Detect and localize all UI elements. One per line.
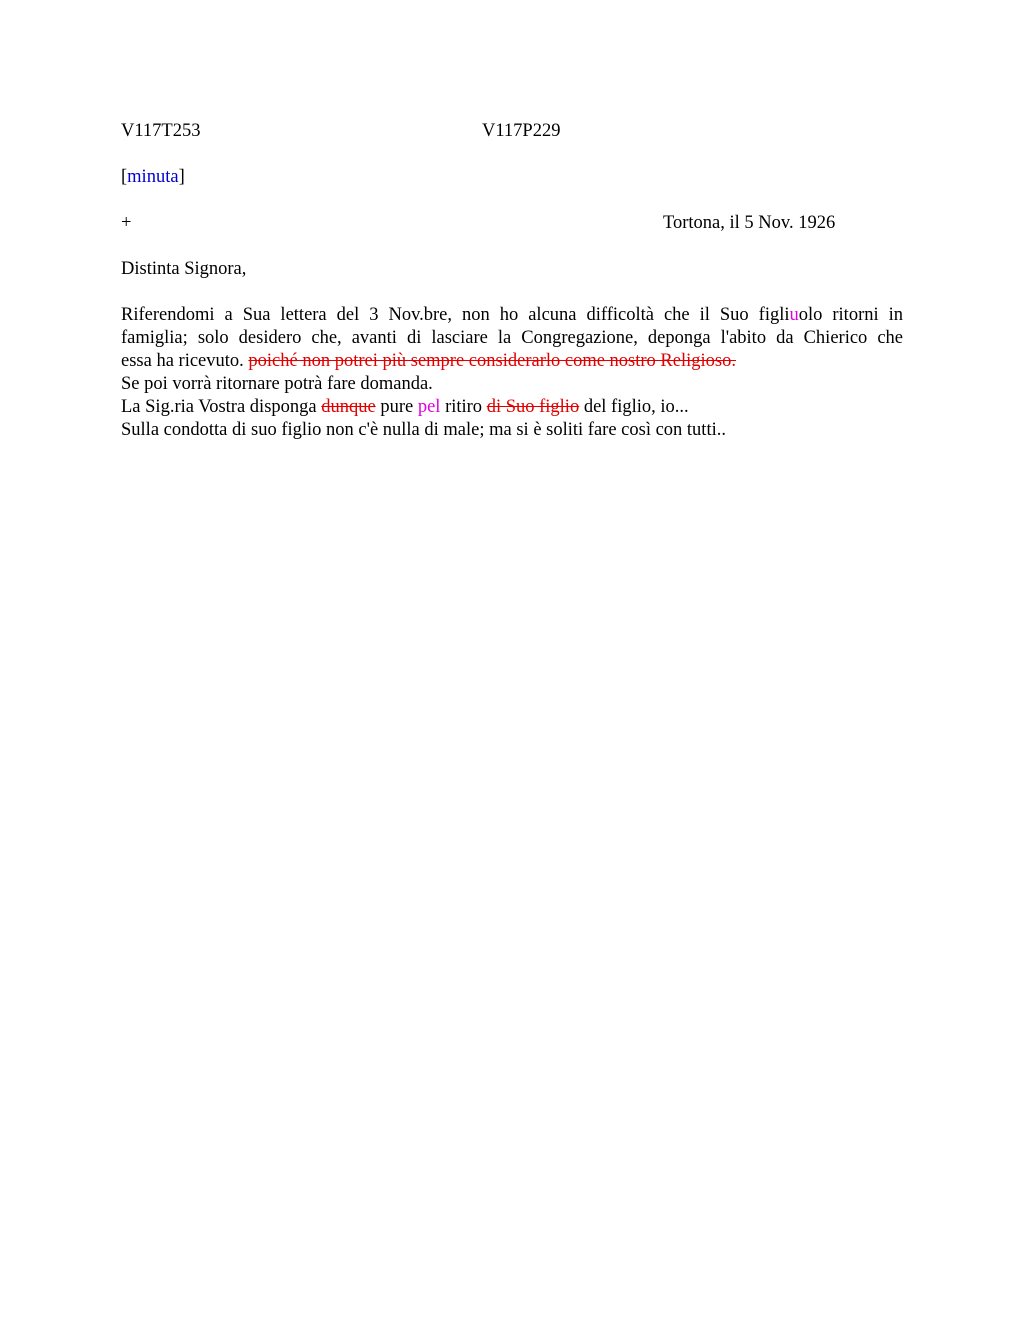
body-line-3 (121, 350, 903, 373)
archive-codes (121, 120, 903, 143)
deletion: dunque (321, 397, 376, 417)
body-line-6: Sulla condotta di suo figlio non c'è nulla di male; ma si è soliti fare così con tutti.. (121, 420, 726, 440)
text-segment: pure (380, 397, 414, 417)
body-line-4: Se poi vorrà ritornare potrà fare domanda. (121, 374, 433, 394)
text-segment: ritiro (445, 397, 483, 417)
insertion: pel (417, 397, 441, 417)
place-date: Tortona, il 5 Nov. 1926 (663, 213, 836, 233)
text-segment: del figlio, io... (583, 397, 689, 417)
code-right: V117P229 (482, 121, 561, 141)
cross-mark: + (121, 213, 132, 233)
text-segment: olo ritorni in (798, 305, 904, 325)
insertion: u (789, 305, 799, 325)
text-segment: essa ha ricevuto. (121, 351, 244, 371)
draft-note (121, 166, 185, 189)
text-segment: La Sig.ria Vostra disponga (121, 397, 317, 417)
bracket-close: ] (178, 167, 185, 187)
deletion: poiché non potrei più sempre considerarlo come nostro Religioso. (248, 351, 736, 371)
deletion: di Suo figlio (486, 397, 580, 417)
salutation: Distinta Signora, (121, 259, 247, 279)
minuta-label: minuta (127, 167, 179, 187)
heading-line (121, 212, 903, 235)
code-left: V117T253 (121, 121, 201, 141)
body-line-1 (121, 304, 903, 327)
text-segment: Riferendomi a Sua lettera del 3 Nov.bre, non ho alcuna difficoltà che il Suo figli (121, 305, 790, 325)
body-line-5 (121, 396, 903, 419)
letter-body (121, 304, 903, 442)
body-line-2: famiglia; solo desidero che, avanti di lasciare la Congregazione, deponga l'abito da Chierico che (121, 328, 903, 348)
bracket-open: [ (121, 167, 128, 187)
